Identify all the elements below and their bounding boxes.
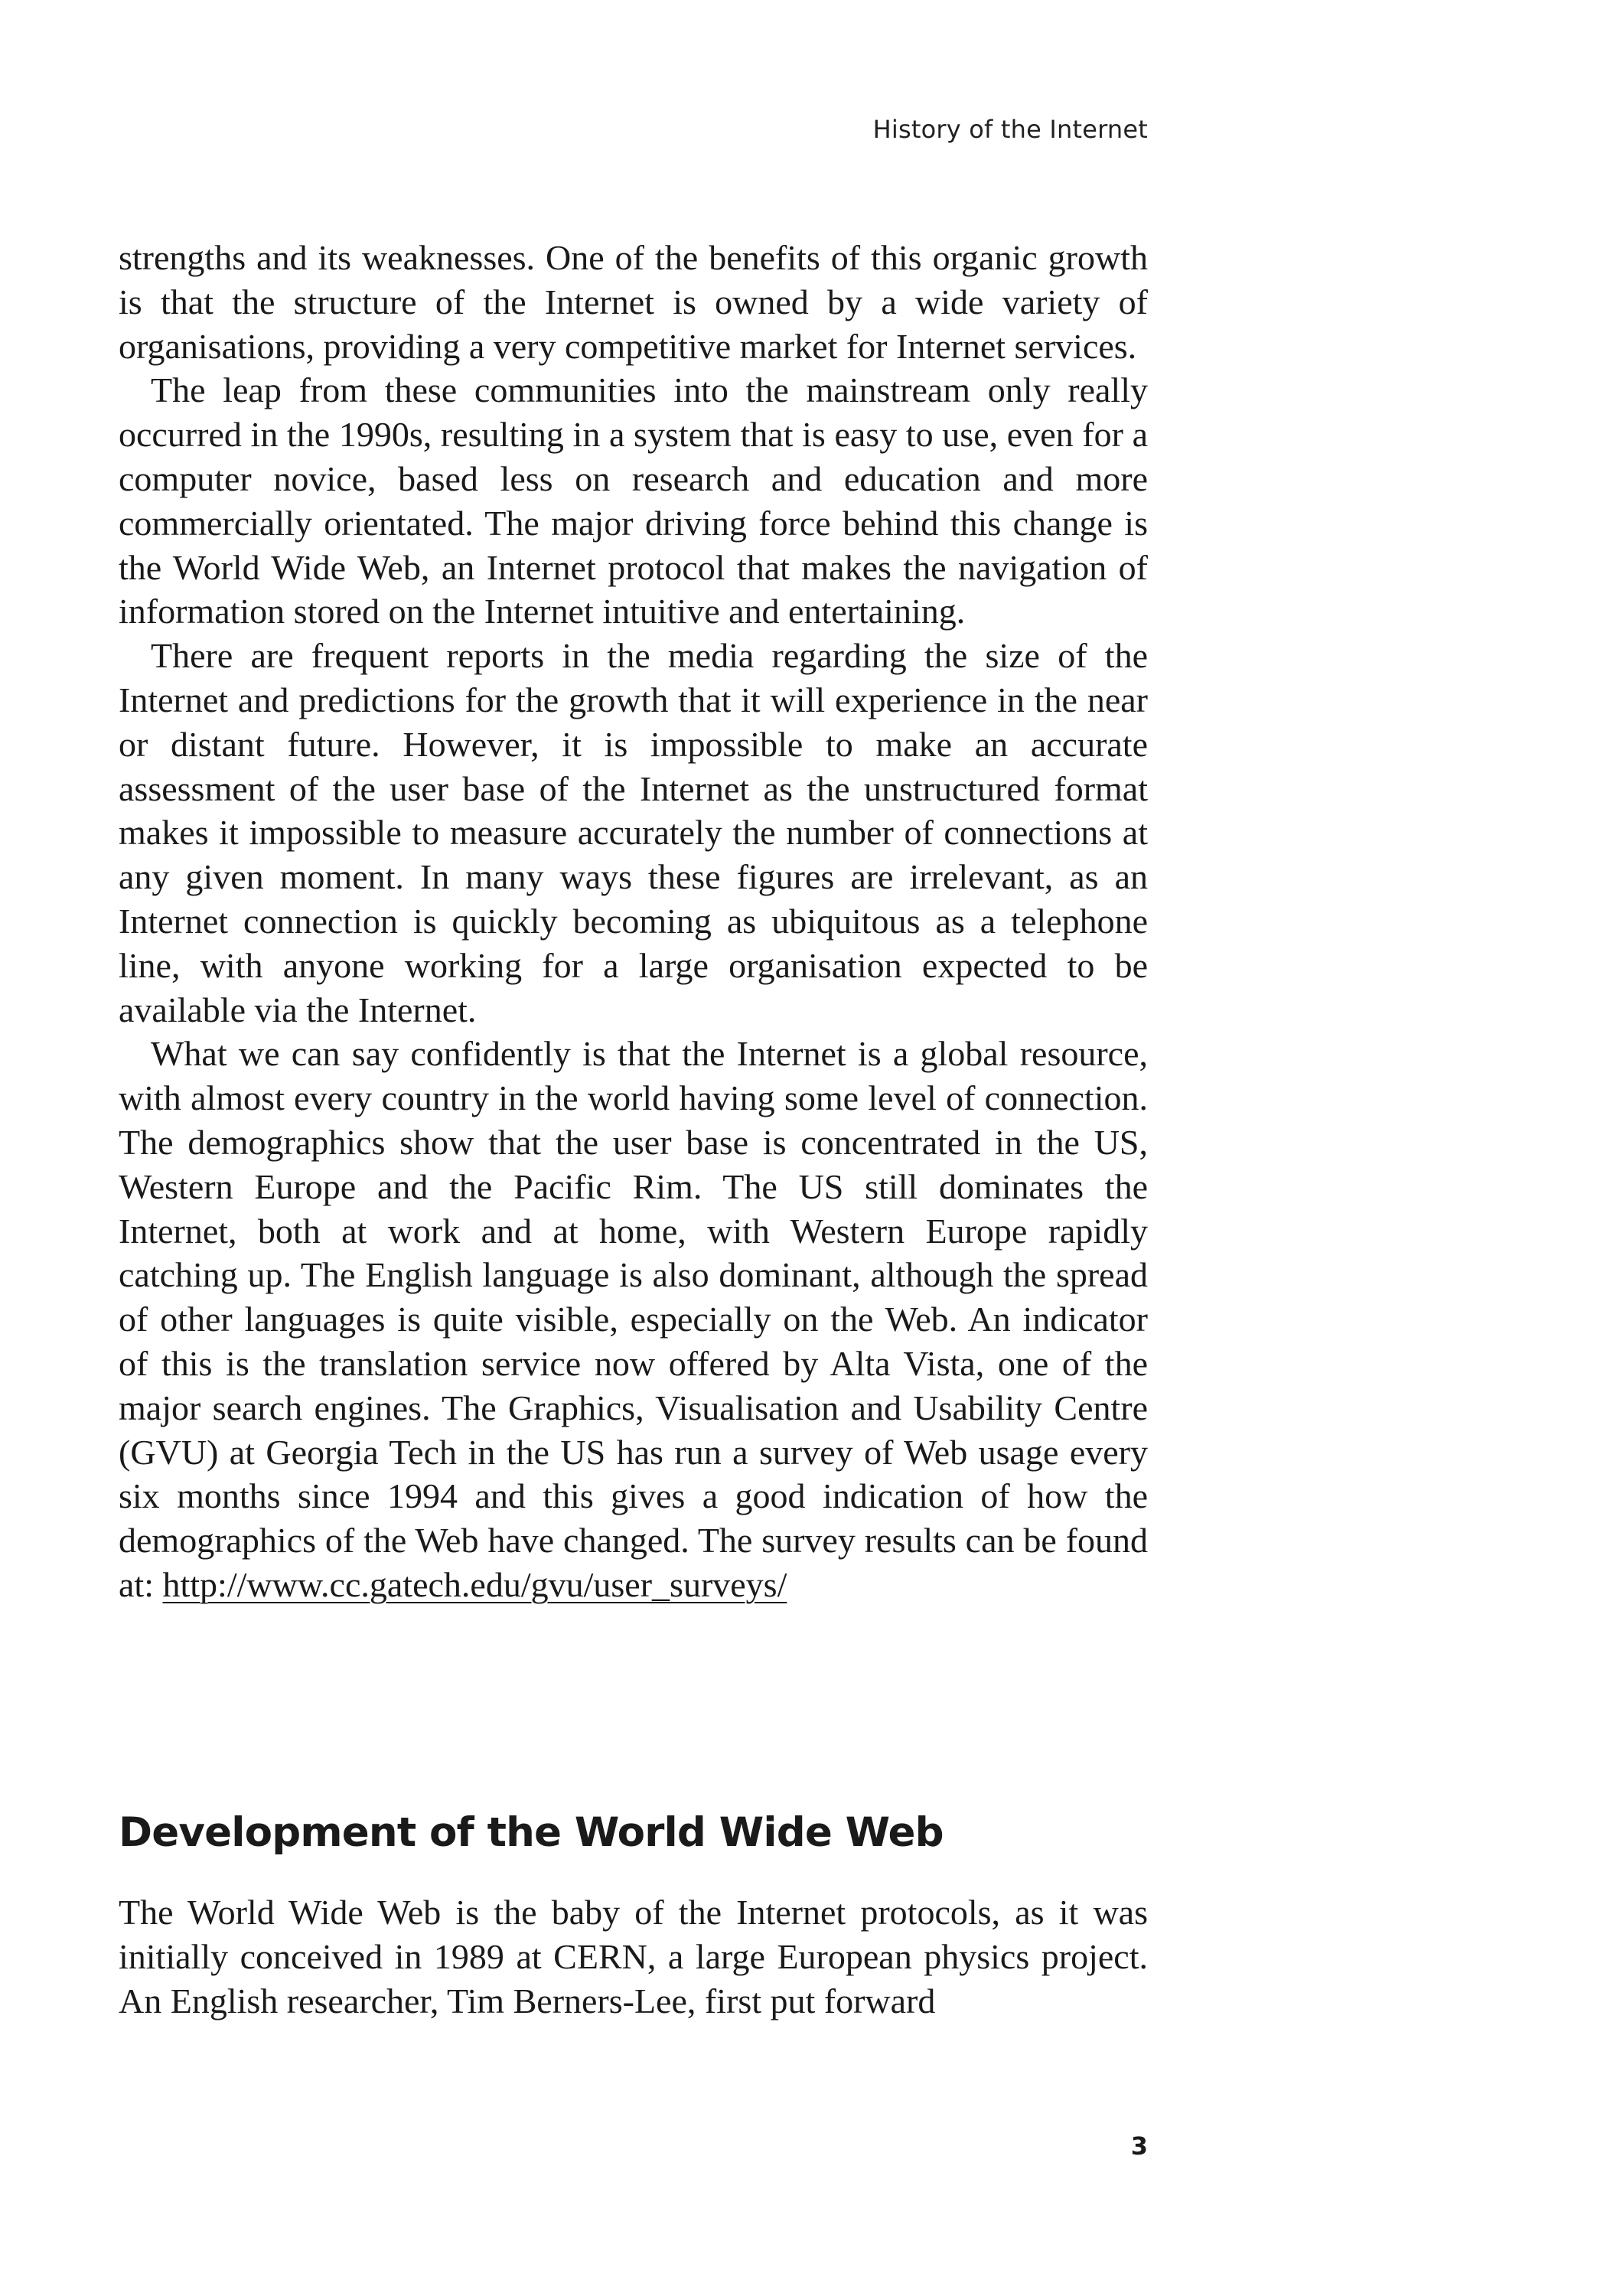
paragraph-mainstream: The leap from these communities into the mainstream only really occurred in the 1990s, resulting in a system that is easy to use, even for a computer novice, based less on research and education and more commercially orientated. The major driving force behind this change is the World Wide Web, an Internet protocol that makes the navigation of information stored on the Internet intuitive and entertaining. <box>119 370 1148 631</box>
paragraph-internet-size: There are frequent reports in the media regarding the size of the Internet and predictions for the growth that it will experience in the near or distant future. However, it is impossible to make an accurate assessment of the user base of the Internet as the unstructured format makes it impossible to measure accurately the number of connections at any given moment. In many ways these figures are irrelevant, as an Internet connection is quickly becoming as ubiquitous as a telephone line, with anyone working for a large organisation expected to be available via the Internet. <box>119 636 1148 1029</box>
section-heading: Development of the World Wide Web <box>119 1809 944 1856</box>
page-number: 3 <box>1130 2131 1148 2161</box>
paragraph-continuation: strengths and its weaknesses. One of the benefits of this organic growth is that the structure of the Internet is owned by a wide variety of organisations, providing a very competitive market for Internet services. <box>119 238 1148 366</box>
survey-url-link[interactable]: http://www.cc.gatech.edu/gvu/user_surveys/ <box>162 1564 787 1604</box>
paragraph-demographics-text: What we can say confidently is that the Internet is a global resource, with almost every country in the world having some level of connection. The demographics show that the user base is concentrated in the US, Western Europe and the Pacific Rim. The US still dominates the Internet, both at work and at home, with Western Europe rapidly catching up. The English language is also dominant, although the spread of other languages is quite visible, especially on the Web. An indicator of this is the translation service now offered by Alta Vista, one of the major search engines. The Graphics, Visualisation and Usability Centre (GVU) at Georgia Tech in the US has run a survey of Web usage every six months since 1994 and this gives a good indication of how the demographics of the Web have changed. The survey results can be found at: <box>119 1034 1148 1604</box>
running-header: History of the Internet <box>872 115 1148 144</box>
body-text <box>119 236 1148 1607</box>
section-paragraph: The World Wide Web is the baby of the Internet protocols, as it was initially conceived in 1989 at CERN, a large European physics project. An English researcher, Tim Berners-Lee, first put forward <box>119 1893 1148 2020</box>
paragraph-demographics <box>119 1032 1148 1606</box>
